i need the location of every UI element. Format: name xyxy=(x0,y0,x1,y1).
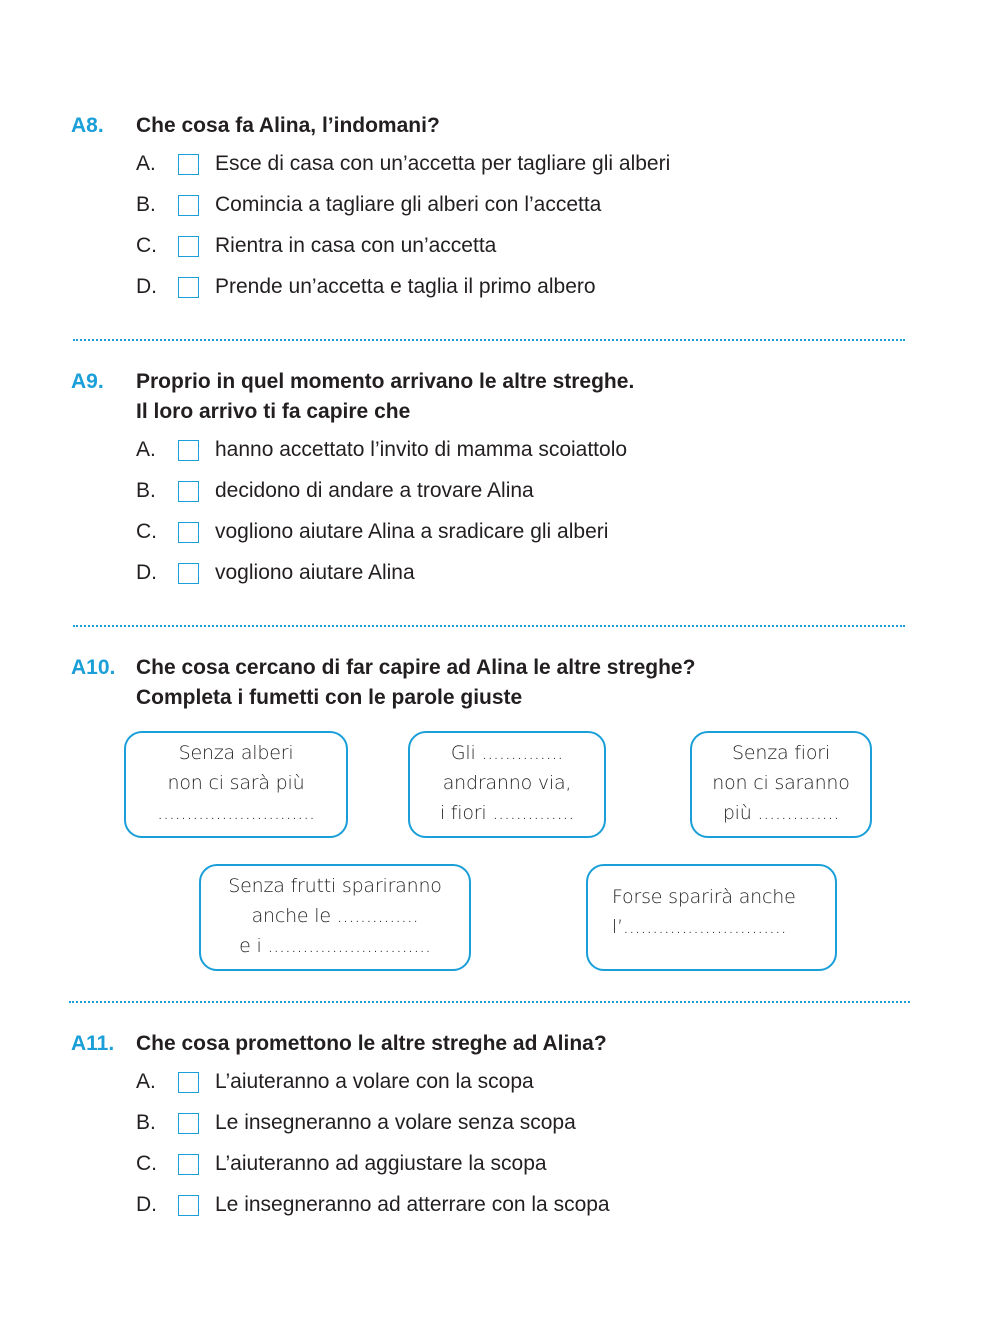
answer-checkbox[interactable] xyxy=(178,563,199,584)
option-a11-d xyxy=(136,1190,610,1220)
option-text: vogliono aiutare Alina a sradicare gli alberi xyxy=(215,520,609,543)
question-number: A11. xyxy=(71,1032,115,1055)
question-number: A8. xyxy=(71,114,104,137)
option-a11-a xyxy=(136,1067,534,1097)
speech-bubble-3[interactable] xyxy=(690,731,872,838)
answer-checkbox[interactable] xyxy=(178,481,199,502)
bubble-line: l’............................ xyxy=(612,916,787,938)
bubble-line: Gli .............. xyxy=(450,742,564,764)
option-letter: B. xyxy=(136,1111,156,1134)
option-a9-d xyxy=(136,558,415,588)
option-a8-d xyxy=(136,272,596,302)
question-text: Che cosa promettono le altre streghe ad Alina? xyxy=(136,1032,607,1055)
question-text-line1: Che cosa cercano di far capire ad Alina le altre streghe? xyxy=(136,656,696,679)
answer-checkbox[interactable] xyxy=(178,195,199,216)
option-text: decidono di andare a trovare Alina xyxy=(215,479,534,502)
answer-checkbox[interactable] xyxy=(178,1113,199,1134)
option-letter: C. xyxy=(136,520,157,543)
option-text: Comincia a tagliare gli alberi con l’accetta xyxy=(215,193,602,216)
option-letter: B. xyxy=(136,479,156,502)
speech-bubble-2[interactable] xyxy=(408,731,606,838)
question-number: A9. xyxy=(71,370,104,393)
option-a9-a xyxy=(136,435,627,465)
section-divider xyxy=(69,1001,910,1003)
option-text: vogliono aiutare Alina xyxy=(215,561,415,584)
option-a11-b xyxy=(136,1108,576,1138)
option-letter: A. xyxy=(136,1070,156,1093)
option-text: Esce di casa con un’accetta per tagliare gli alberi xyxy=(215,152,671,175)
option-text: L’aiuteranno a volare con la scopa xyxy=(215,1070,534,1093)
bubble-line: andranno via, xyxy=(442,772,572,794)
option-text: hanno accettato l’invito di mamma scoiattolo xyxy=(215,438,628,461)
bubble-line: Senza fiori xyxy=(732,742,830,764)
question-text-line2: Completa i fumetti con le parole giuste xyxy=(136,686,523,709)
speech-bubble-5[interactable] xyxy=(586,864,837,971)
answer-checkbox[interactable] xyxy=(178,236,199,257)
option-letter: C. xyxy=(136,234,157,257)
section-divider xyxy=(73,625,905,627)
question-number: A10. xyxy=(71,656,116,679)
option-letter: A. xyxy=(136,438,156,461)
option-letter: D. xyxy=(136,275,157,298)
option-letter: D. xyxy=(136,1193,157,1216)
answer-checkbox[interactable] xyxy=(178,277,199,298)
answer-checkbox[interactable] xyxy=(178,440,199,461)
bubble-line: Senza frutti spariranno xyxy=(228,875,442,897)
option-a9-c xyxy=(136,517,608,547)
section-divider xyxy=(73,339,905,341)
answer-checkbox[interactable] xyxy=(178,1195,199,1216)
option-text: Le insegneranno ad atterrare con la scopa xyxy=(215,1193,610,1216)
bubble-line: anche le .............. xyxy=(251,905,419,927)
bubble-line: Senza alberi xyxy=(178,742,294,764)
option-letter: C. xyxy=(136,1152,157,1175)
option-a9-b xyxy=(136,476,534,506)
bubble-line: non ci saranno xyxy=(712,772,850,794)
option-letter: D. xyxy=(136,561,157,584)
option-text: Prende un’accetta e taglia il primo albero xyxy=(215,275,596,298)
bubble-line: Forse sparirà anche xyxy=(612,886,796,908)
option-a8-c xyxy=(136,231,496,261)
question-text: Che cosa fa Alina, l’indomani? xyxy=(136,114,440,137)
option-letter: A. xyxy=(136,152,156,175)
answer-checkbox[interactable] xyxy=(178,522,199,543)
question-text-line2: Il loro arrivo ti fa capire che xyxy=(136,400,411,423)
answer-checkbox[interactable] xyxy=(178,1154,199,1175)
bubble-line: e i ............................ xyxy=(239,935,431,957)
bubble-line: i fiori .............. xyxy=(439,802,575,824)
option-letter: B. xyxy=(136,193,156,216)
option-a8-b xyxy=(136,190,601,220)
speech-bubble-4[interactable] xyxy=(199,864,471,971)
speech-bubble-1[interactable] xyxy=(124,731,348,838)
answer-checkbox[interactable] xyxy=(178,154,199,175)
option-a8-a xyxy=(136,149,670,179)
bubble-blank-line: ........................... xyxy=(157,802,315,824)
option-text: Le insegneranno a volare senza scopa xyxy=(215,1111,576,1134)
option-text: Rientra in casa con un’accetta xyxy=(215,234,497,257)
option-text: L’aiuteranno ad aggiustare la scopa xyxy=(215,1152,547,1175)
question-text-line1: Proprio in quel momento arrivano le altre streghe. xyxy=(136,370,635,393)
option-a11-c xyxy=(136,1149,547,1179)
answer-checkbox[interactable] xyxy=(178,1072,199,1093)
bubble-line: non ci sarà più xyxy=(167,772,305,794)
bubble-line: più .............. xyxy=(722,802,840,824)
